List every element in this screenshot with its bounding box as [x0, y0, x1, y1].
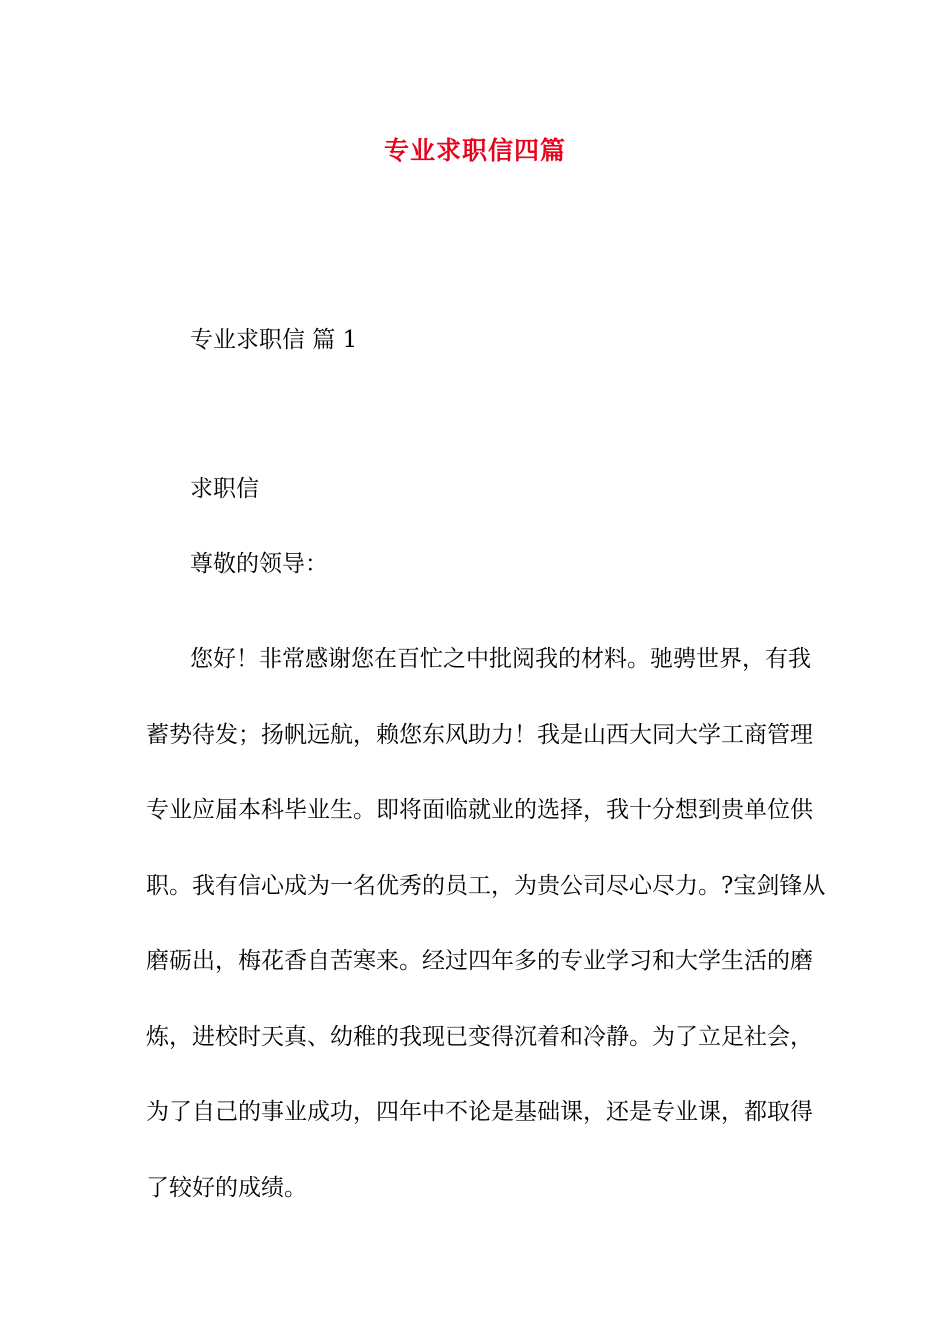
document-title: 专业求职信四篇	[383, 136, 566, 165]
paragraph-line: 了较好的成绩。	[146, 1174, 307, 1201]
paragraph-line: 蓄势待发；扬帆远航，赖您东风助力！我是山西大同大学工商管理	[146, 721, 813, 748]
letter-paragraph	[146, 622, 826, 1226]
paragraph-line: 您好！非常感谢您在百忙之中批阅我的材料。驰骋世界，有我	[190, 646, 811, 672]
paragraph-line: 炼，进校时天真、幼稚的我现已变得沉着和冷静。为了立足社会，	[146, 1023, 813, 1050]
paragraph-line: 磨砺出，梅花香自苦寒来。经过四年多的专业学习和大学生活的磨	[146, 948, 813, 974]
letter-title: 求职信	[190, 476, 259, 502]
paragraph-line: 专业应届本科毕业生。即将面临就业的选择，我十分想到贵单位供	[146, 797, 813, 823]
salutation: 尊敬的领导：	[190, 551, 328, 577]
paragraph-line: 职。我有信心成为一名优秀的员工，为贵公司尽心尽力。?宝剑锋从	[146, 872, 826, 899]
section-heading: 专业求职信 篇 1	[190, 327, 358, 353]
paragraph-line: 为了自己的事业成功，四年中不论是基础课，还是专业课，都取得	[146, 1099, 813, 1125]
